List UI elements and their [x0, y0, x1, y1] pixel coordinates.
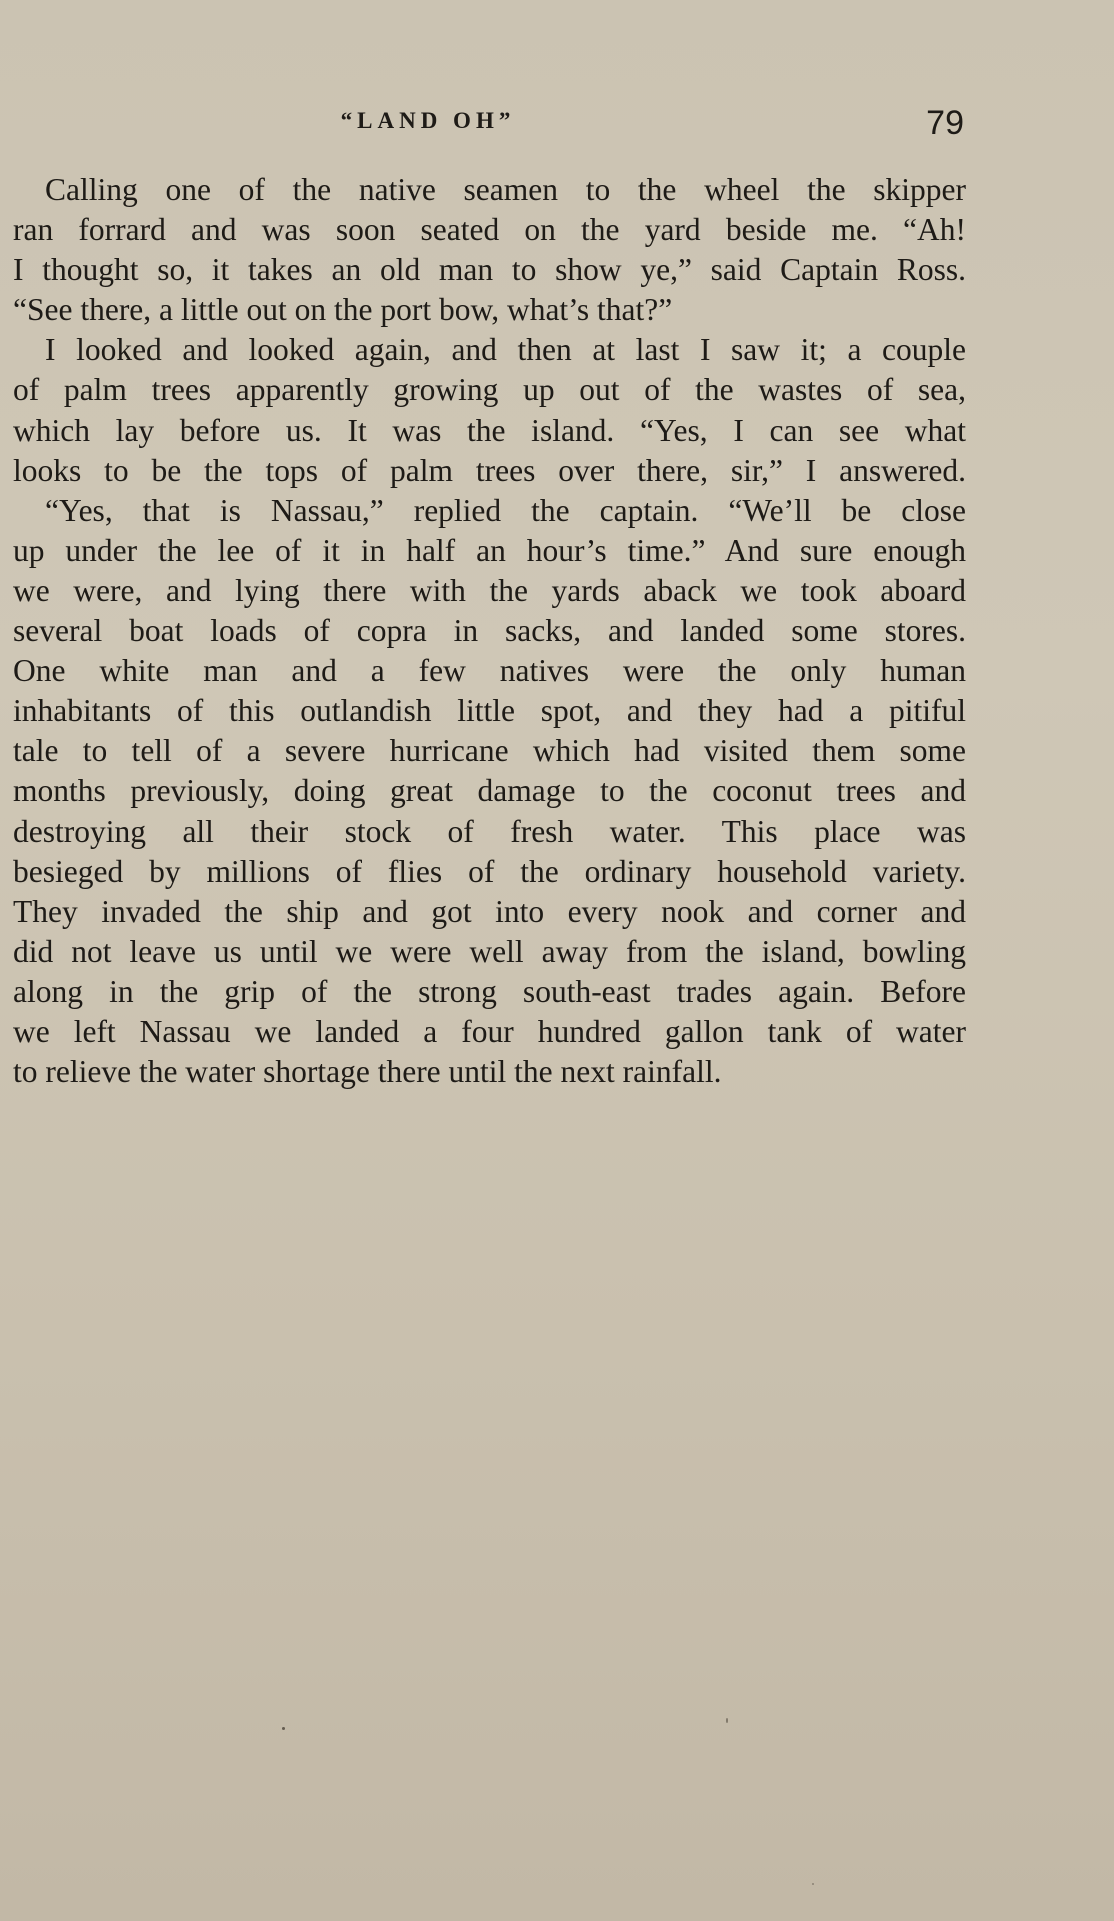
text-line: inhabitants of this outlandish little spot, and they had a pitiful — [13, 693, 966, 729]
text-line: which lay before us. It was the island. “Yes, I can see what — [13, 412, 966, 448]
text-line: along in the grip of the strong south-east trades again. Before — [13, 973, 966, 1009]
text-line: looks to be the tops of palm trees over there, sir,” I answered. — [13, 452, 966, 488]
text-line: Calling one of the native seamen to the wheel the skipper — [45, 172, 966, 207]
paper-speck — [812, 1883, 814, 1885]
text-line: ran forrard and was soon seated on the yard beside me. “Ah! — [13, 212, 966, 248]
text-line: I looked and looked again, and then at last I saw it; a couple — [45, 332, 966, 368]
text-line: months previously, doing great damage to the coconut trees and — [13, 773, 966, 809]
text-line: “Yes, that is Nassau,” replied the captain. “We’ll be close — [45, 492, 966, 528]
text-line: besieged by millions of flies of the ordinary household variety. — [13, 853, 966, 889]
text-line: to relieve the water shortage there until the next rainfall. — [13, 1054, 722, 1090]
paper-speck — [282, 1727, 285, 1730]
running-title: “LAND OH” — [340, 108, 516, 133]
text-line: I thought so, it takes an old man to show ye,” said Captain Ross. — [13, 252, 966, 288]
text-line: One white man and a few natives were the only human — [13, 653, 966, 689]
paper-speck — [726, 1718, 728, 1723]
text-line: we were, and lying there with the yards aback we took aboard — [13, 572, 966, 608]
text-line: up under the lee of it in half an hour’s time.” And sure enough — [13, 532, 966, 568]
running-head — [0, 104, 1114, 144]
text-line: did not leave us until we were well away from the island, bowling — [13, 933, 966, 969]
text-line: we left Nassau we landed a four hundred gallon tank of water — [13, 1013, 966, 1049]
text-line: They invaded the ship and got into every nook and corner and — [13, 893, 966, 929]
text-line: of palm trees apparently growing up out of the wastes of sea, — [13, 372, 966, 408]
page-number: 79 — [926, 104, 964, 142]
text-line: destroying all their stock of fresh water. This place was — [13, 813, 966, 849]
body-text — [13, 170, 966, 1092]
text-line: several boat loads of copra in sacks, and landed some stores. — [13, 613, 966, 649]
text-line: tale to tell of a severe hurricane which had visited them some — [13, 733, 966, 769]
text-line: “See there, a little out on the port bow, what’s that?” — [13, 292, 673, 328]
